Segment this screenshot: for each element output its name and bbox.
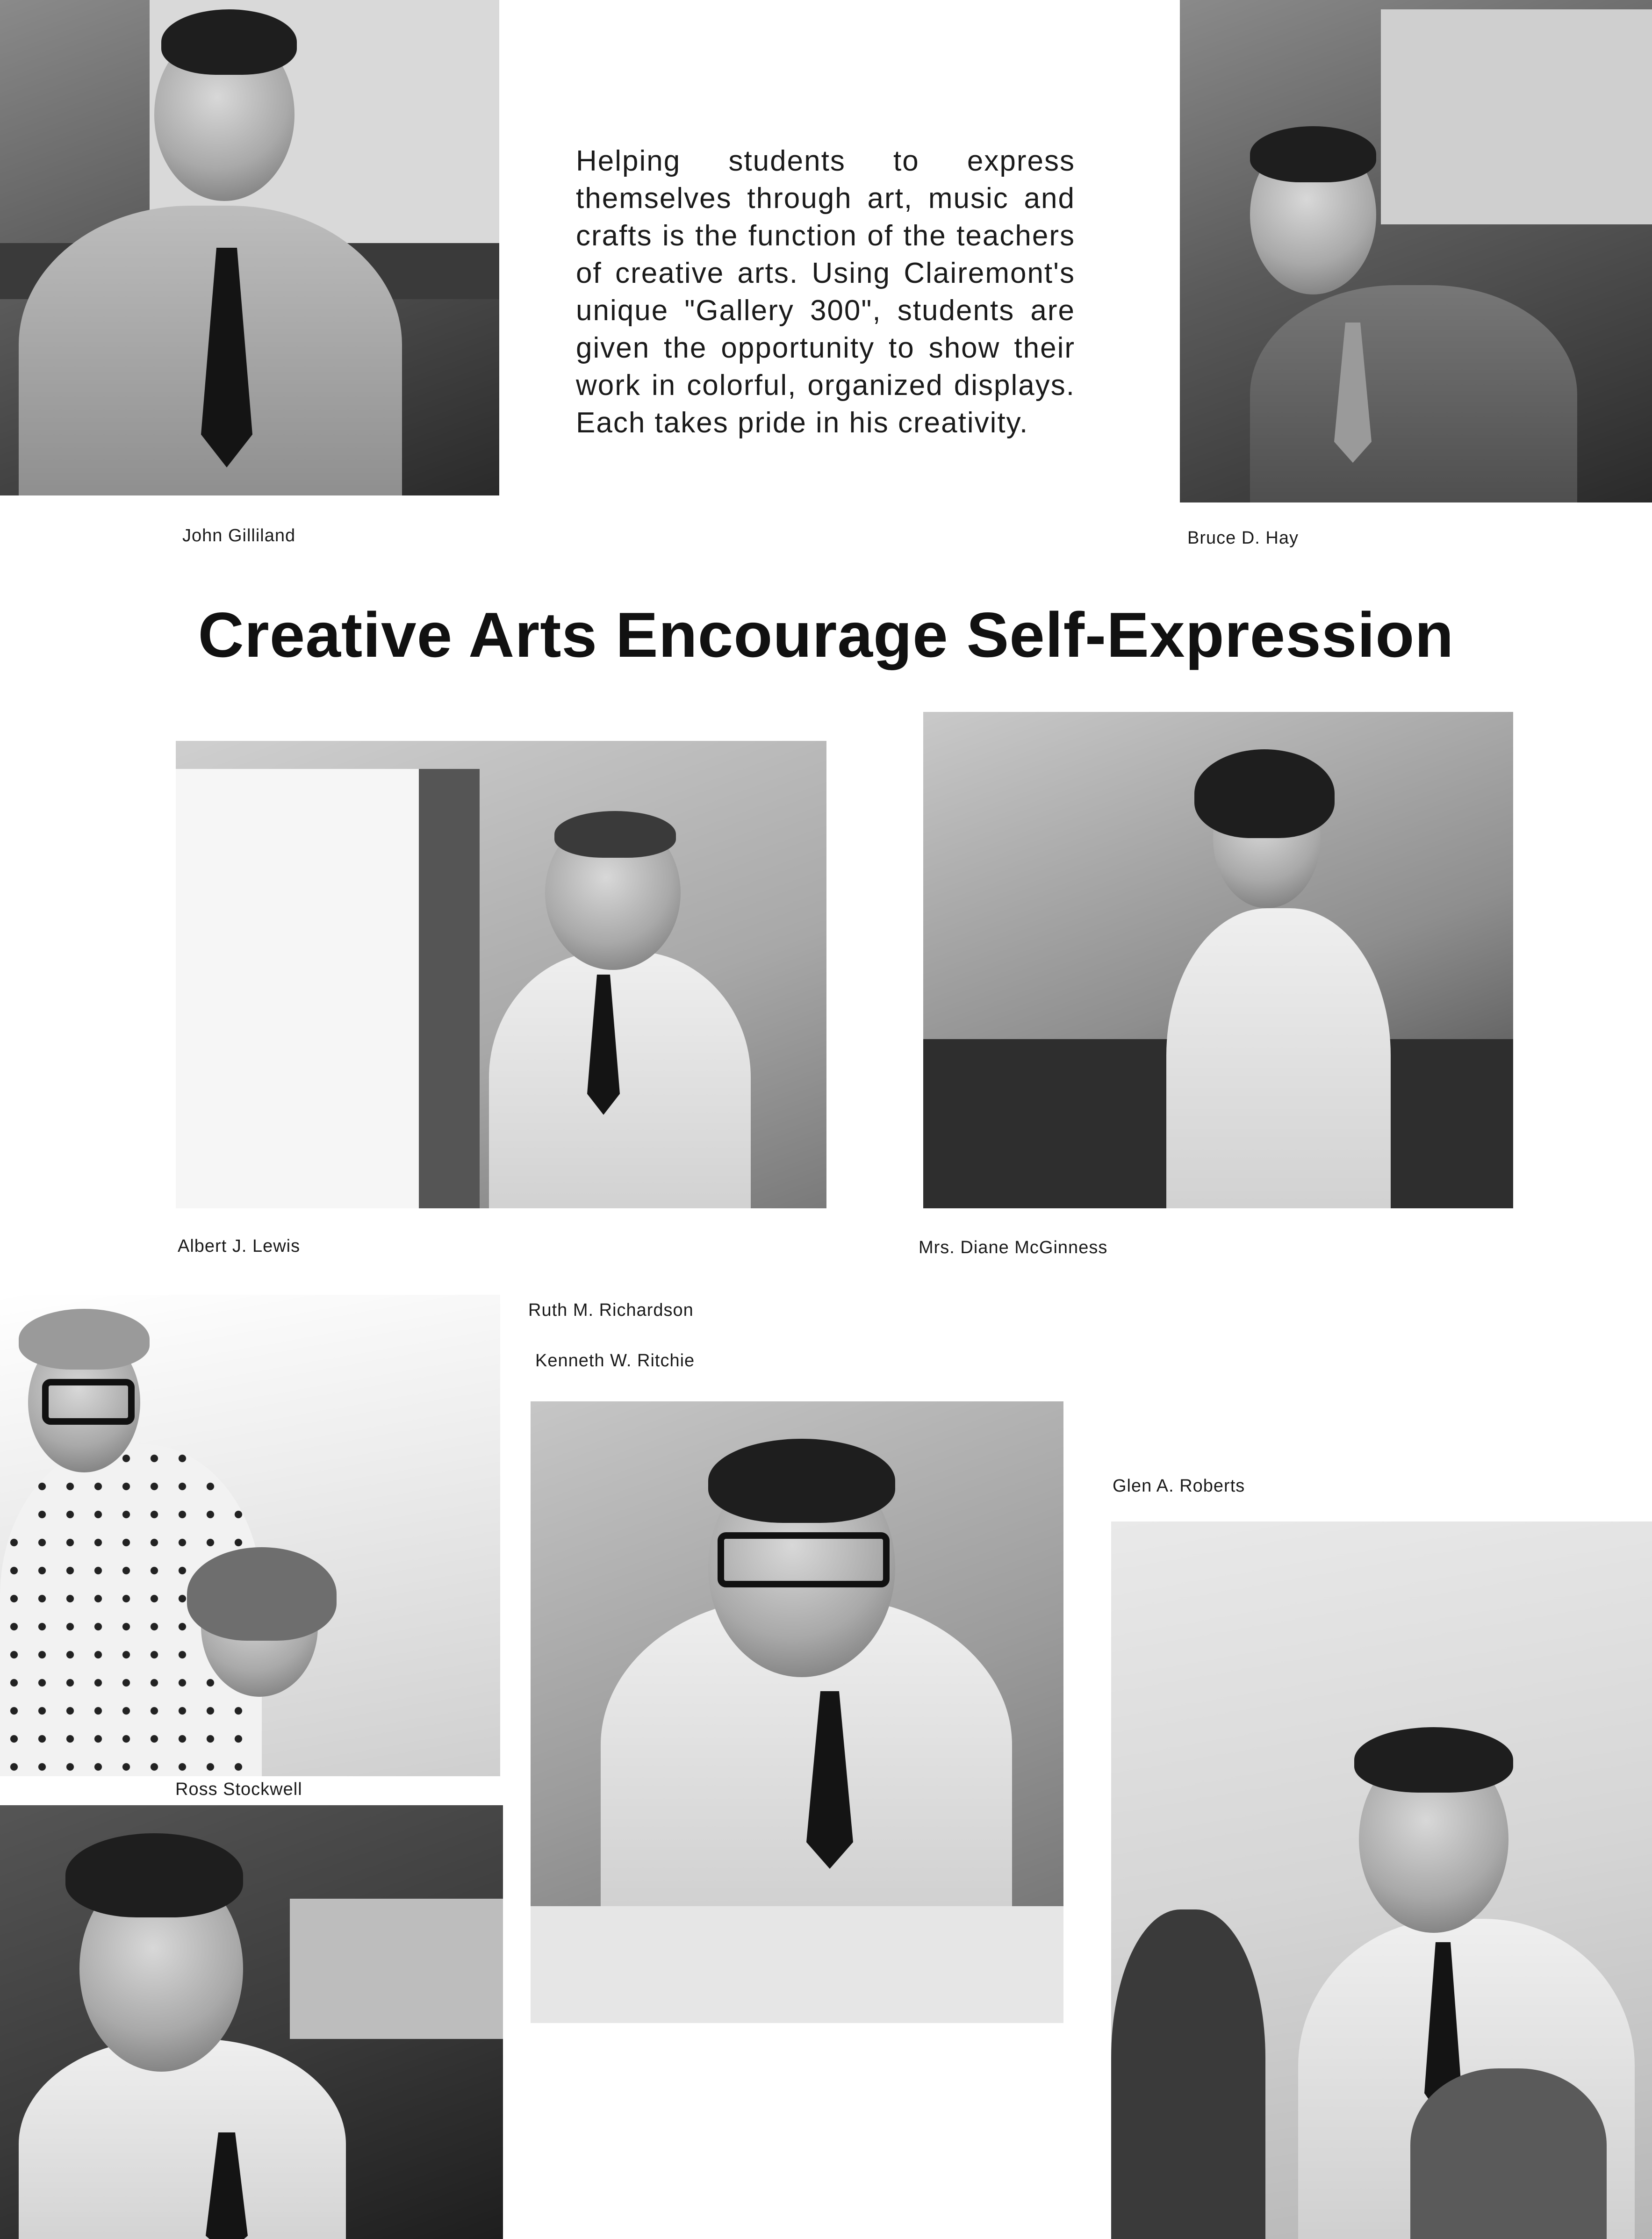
caption-bruce-hay: Bruce D. Hay [1187, 528, 1299, 548]
photo-ruth-richardson [0, 1295, 500, 1776]
page-headline: Creative Arts Encourage Self-Expression [198, 599, 1454, 670]
photo-kenneth-ritchie [531, 1401, 1063, 2023]
photo-albert-lewis [176, 741, 826, 1208]
photo-ross-stockwell [0, 1805, 503, 2239]
caption-albert-lewis: Albert J. Lewis [178, 1236, 301, 1256]
caption-kenneth-ritchie: Kenneth W. Ritchie [535, 1351, 695, 1371]
caption-john-gilliland: John Gilliland [182, 526, 296, 545]
photo-diane-mcginness [923, 712, 1513, 1208]
caption-ross-stockwell: Ross Stockwell [175, 1780, 302, 1799]
caption-ruth-richardson: Ruth M. Richardson [528, 1300, 694, 1320]
photo-bruce-hay [1180, 0, 1652, 502]
photo-john-gilliland [0, 0, 499, 495]
photo-glen-roberts [1111, 1521, 1652, 2239]
caption-diane-mcginness: Mrs. Diane McGinness [919, 1238, 1108, 1257]
intro-paragraph: Helping students to express themselves through art, music and crafts is the function of the teachers of creative arts. Using Clairemont's unique "Gallery 300", students are given the opportunity to show their work in colorful, organized displays. Each takes pride in his creativity. [576, 145, 1075, 439]
caption-glen-roberts: Glen A. Roberts [1113, 1476, 1245, 1496]
